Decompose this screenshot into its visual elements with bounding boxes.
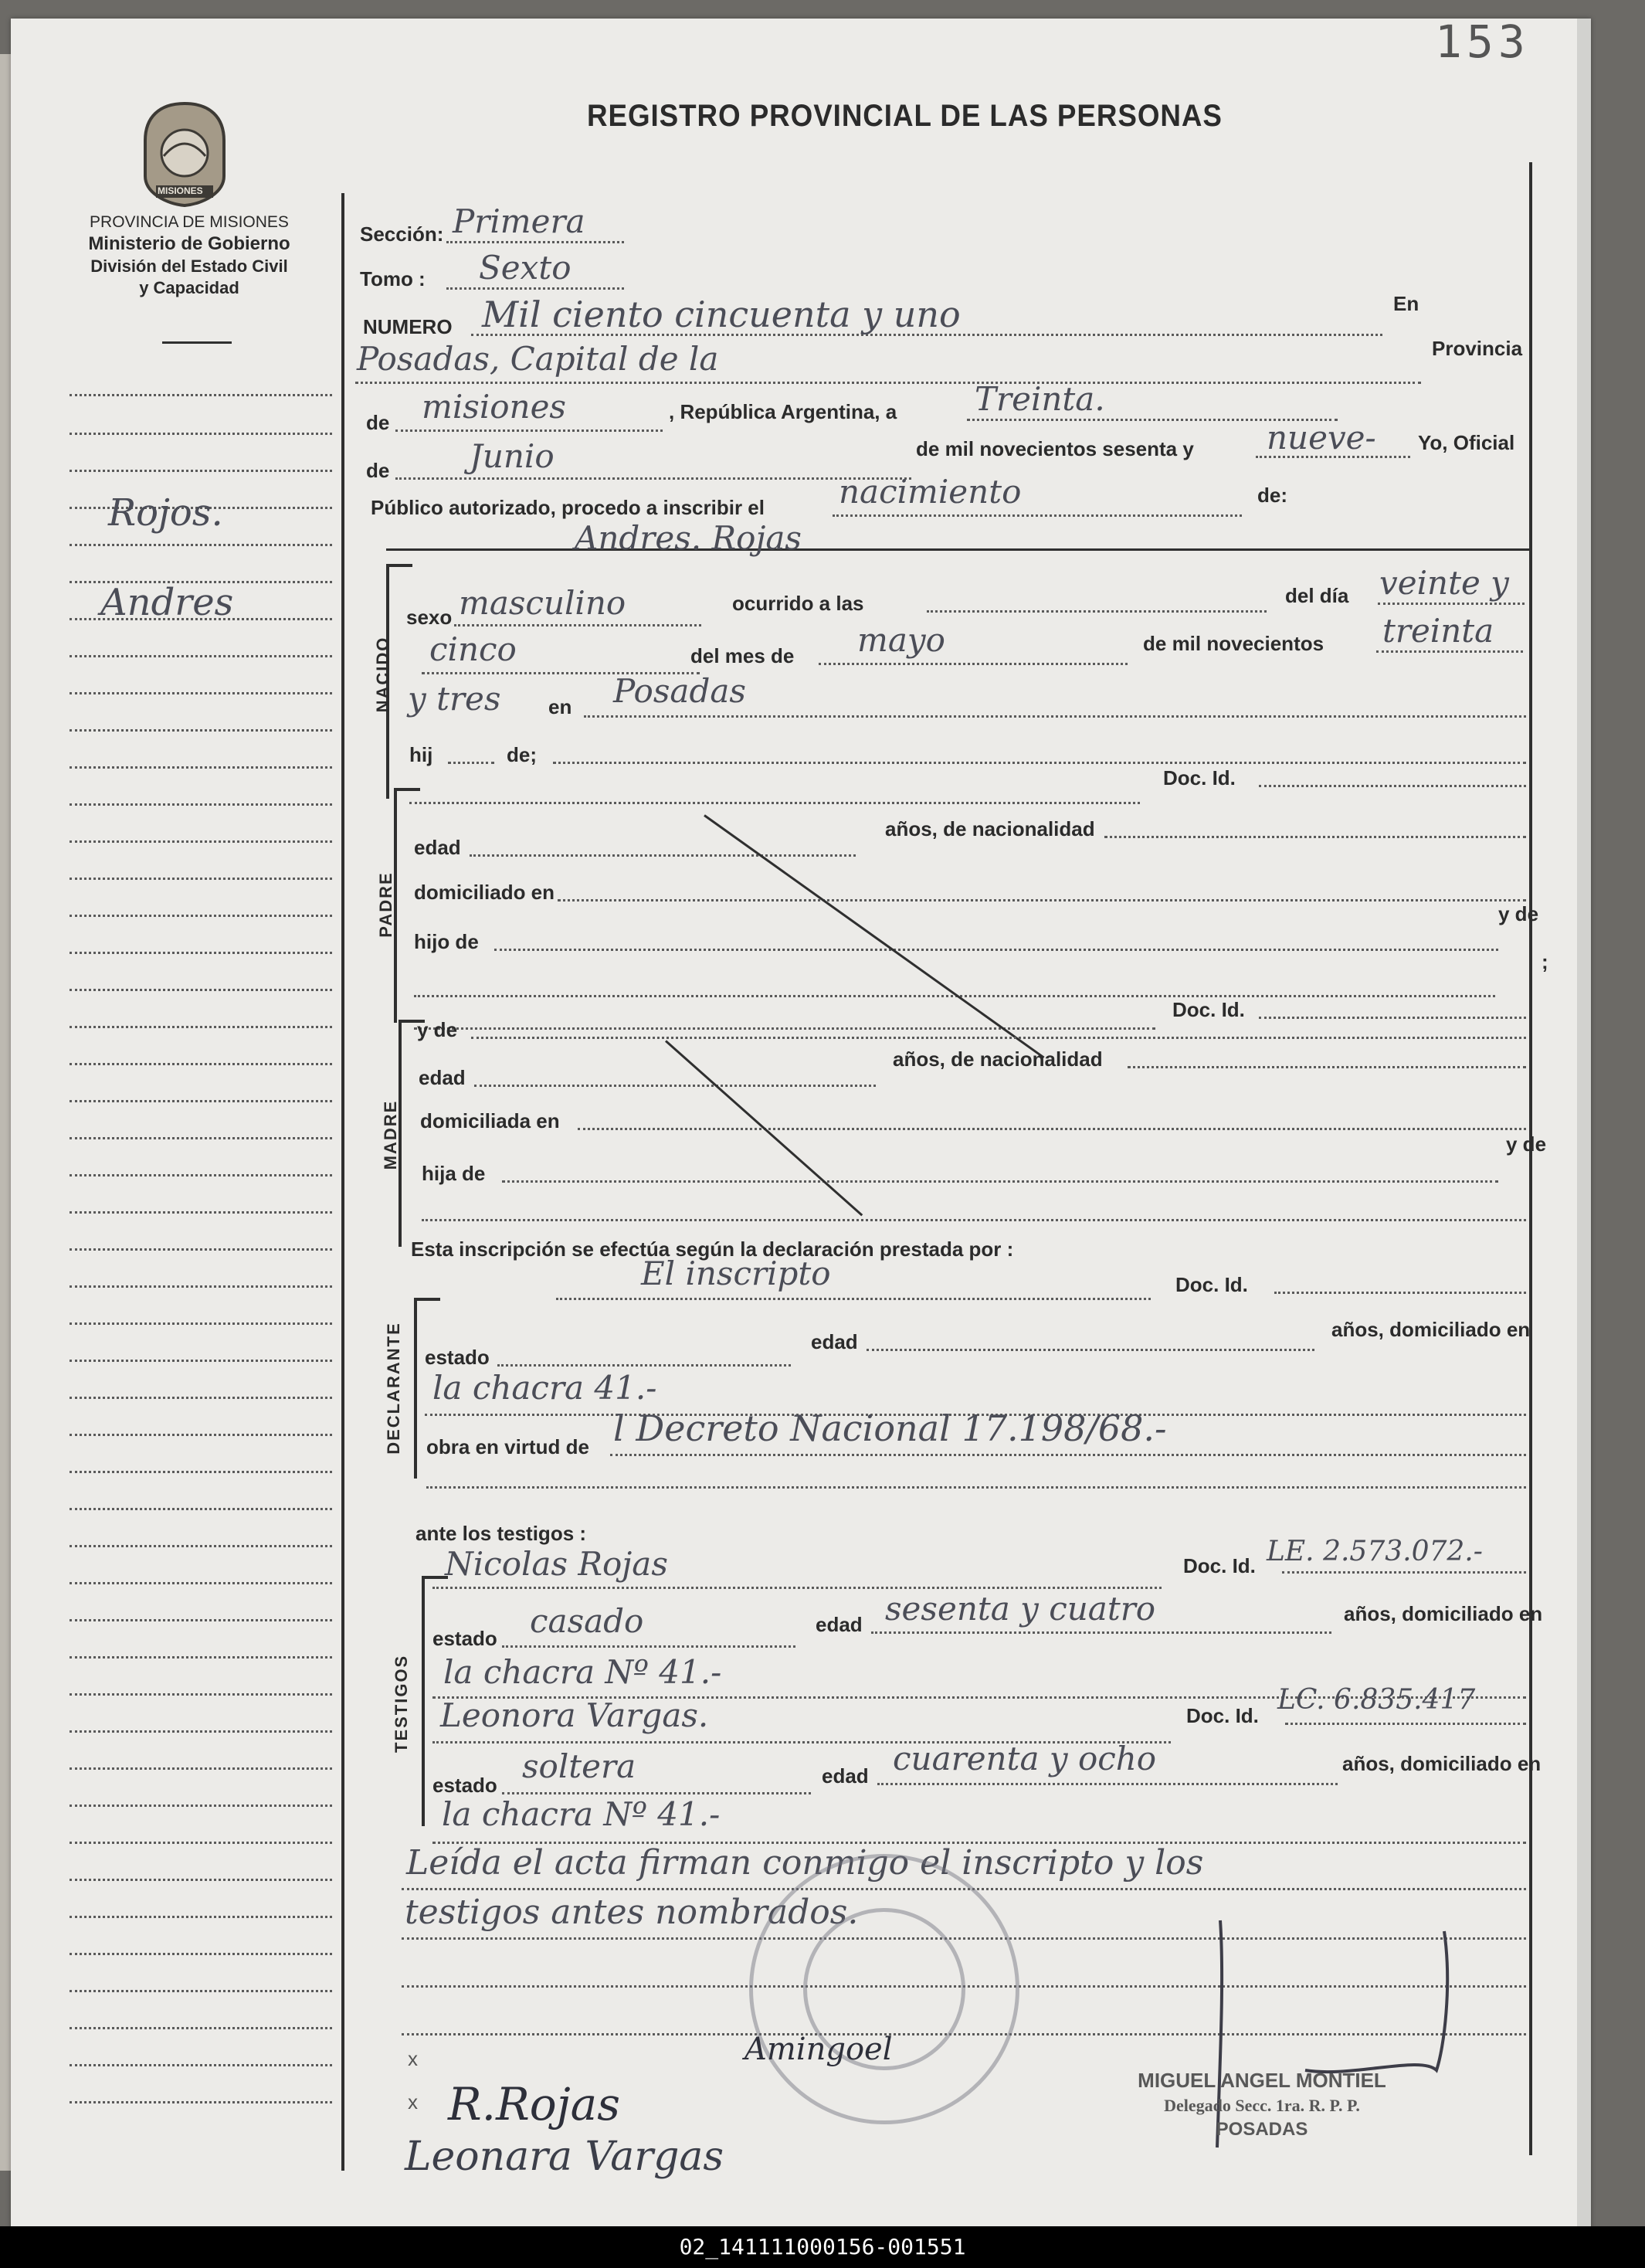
label-anos-nacionalidad-padre: años, de nacionalidad [885,817,1095,840]
entry-mes: Junio [470,437,555,475]
label-hij: hij [409,743,433,766]
side-label-testigos: TESTIGOS [392,1654,411,1753]
side-label-madre: MADRE [381,1099,400,1170]
entry-nombre: Andres. Rojas [575,519,802,557]
label-doc-id-declarante: Doc. Id. [1175,1273,1248,1296]
label-edad-testigo1: edad [816,1613,863,1636]
entry-testigo1-nombre: Nicolas Rojas [445,1545,668,1583]
label-del-mes: del mes de [690,644,795,667]
page-number: 153 [1435,15,1530,68]
label-numero: NUMERO [363,315,453,338]
officer-name: MIGUEL ANGEL MONTIEL [1138,2069,1386,2092]
entry-dia-nac-1: veinte y [1379,564,1509,602]
entry-cierre-1: Leída el acta firman conmigo el inscripto y los [406,1843,1204,1883]
entry-testigo1-estado: casado [530,1602,644,1640]
signature-mark-x2: x [408,2090,418,2114]
label-edad-madre: edad [419,1066,466,1089]
agency-line-3: División del Estado Civil [90,256,288,276]
label-provincia: Provincia [1432,337,1523,360]
column-divider [341,193,344,2171]
label-de-semicolon: de; [507,743,537,766]
entry-lugar-nac: Posadas [613,672,746,710]
label-edad-testigo2: edad [822,1764,869,1788]
label-obra: obra en virtud de [426,1435,589,1458]
signature-2: R.Rojas [448,2078,621,2130]
label-tomo: Tomo : [360,267,426,290]
label-hija-de: hija de [422,1162,486,1185]
label-del-dia: del día [1285,584,1349,607]
label-de-mil-novecientos: de mil novecientos [1143,632,1324,655]
label-de-mes: de [366,459,390,482]
label-edad-padre: edad [414,836,461,859]
entry-tomo: Sexto [479,249,572,287]
binding-edge [0,54,11,2171]
label-doc-id-nacido: Doc. Id. [1163,766,1236,789]
madre-bracket [399,1020,425,1247]
label-domiciliado-padre: domiciliado en [414,881,555,904]
label-anos-domiciliado-declarante: años, domiciliado en [1331,1318,1531,1341]
officer-city: POSADAS [1216,2119,1308,2140]
padre-bracket [394,788,420,1023]
label-yo-oficial: Yo, Oficial [1418,431,1515,454]
entry-lugar: Posadas, Capital de la [357,340,719,378]
entry-testigo2-edad: cuarenta y ocho [893,1740,1157,1777]
entry-anio-nac-2: y tres [408,680,501,718]
side-label-declarante: DECLARANTE [384,1322,403,1455]
document-title: REGISTRO PROVINCIAL DE LAS PERSONAS [587,99,1223,133]
signature-mark-x1: x [408,2047,418,2070]
entry-declarante: El inscripto [641,1255,831,1292]
entry-cierre-2: testigos antes nombrados. [405,1893,859,1932]
label-declaracion: Esta inscripción se efectúa según la declaración prestada por : [411,1238,1014,1261]
entry-sexo: masculino [459,584,626,622]
officer-title: Delegado Secc. 1ra. R. P. P. [1164,2096,1360,2115]
entry-testigo2-estado: soltera [522,1747,636,1785]
label-publico: Público autorizado, procedo a inscribir el [371,496,765,519]
label-semicolon-padre: ; [1542,950,1548,973]
label-anos-domiciliado-testigo2: años, domiciliado en [1342,1752,1542,1775]
entry-testigo1-edad: sesenta y cuatro [885,1590,1156,1628]
entry-seccion: Primera [453,202,585,240]
entry-obra-en-virtud: l Decreto Nacional 17.198/68.- [613,1407,1167,1449]
label-hijo-de: hijo de [414,930,479,953]
label-doc-id-padre: Doc. Id. [1172,998,1245,1021]
entry-testigo2-domicilio: la chacra Nº 41.- [442,1795,721,1833]
signature-3: Leonara Vargas [405,2134,724,2180]
label-ante-testigos: ante los testigos : [415,1522,587,1545]
label-edad-declarante: edad [811,1330,858,1353]
entry-mes-nac: mayo [857,621,945,659]
side-label-padre: PADRE [376,871,395,938]
agency-line-4: y Capacidad [139,278,239,297]
margin-note-given-name: Andres [100,581,234,624]
entry-domicilio-declarante: la chacra 41.- [432,1369,657,1407]
label-estado-declarante: estado [425,1346,490,1369]
label-anos-domiciliado-testigo1: años, domiciliado en [1344,1602,1543,1625]
entry-tipo: nacimiento [839,473,1022,511]
margin-note-surname: Rojos. [108,491,223,535]
entry-testigo1-domicilio: la chacra Nº 41.- [443,1653,722,1691]
label-y-de-padre: y de [1498,902,1539,925]
label-mil-novecientos-sesenta: de mil novecientos sesenta y [916,437,1194,460]
entry-anio: nueve- [1267,419,1376,457]
entry-testigo2-doc: LC. 6.835.417 [1277,1684,1476,1716]
signature-1: Amingoel [744,2032,893,2067]
label-en: En [1393,292,1419,315]
label-doc-id-testigo2: Doc. Id. [1186,1704,1259,1727]
label-republica: , República Argentina, a [669,400,897,423]
label-ocurrido: ocurrido a las [732,592,864,615]
label-seccion: Sección: [360,222,444,246]
label-anos-nacionalidad-madre: años, de nacionalidad [893,1047,1103,1071]
entry-testigo1-doc: LE. 2.573.072.- [1267,1536,1483,1567]
label-de-provincia: de [366,411,390,434]
entry-anio-nac-1: treinta [1382,612,1494,650]
label-y-de-madre: y de [417,1018,458,1041]
label-domiciliada-madre: domiciliada en [420,1109,560,1132]
side-label-nacido: NACIDO [373,636,392,713]
entry-numero: Mil ciento cincuenta y uno [482,294,961,335]
label-estado-testigo2: estado [432,1774,497,1797]
label-de-colon: de: [1257,484,1287,507]
agency-line-1: PROVINCIA DE MISIONES [90,213,289,231]
scan-id-footer: 02_141111000156-001551 [0,2226,1645,2268]
entry-dia: Treinta. [975,380,1105,418]
entry-testigo2-nombre: Leonora Vargas. [440,1696,709,1734]
label-estado-testigo1: estado [432,1627,497,1650]
right-border [1529,162,1532,2155]
label-en-lugar: en [548,695,572,718]
name-line [386,548,1529,551]
agency-underline [162,341,232,344]
entry-provincia: misiones [422,388,566,426]
agency-line-2: Ministerio de Gobierno [88,233,290,254]
label-y-de-madre-2: y de [1506,1132,1547,1156]
officer-stamp [1100,2069,1424,2141]
emblem-label: MISIONES [158,185,203,196]
label-doc-id-testigo1: Doc. Id. [1183,1554,1256,1577]
entry-dia-nac-2: cinco [429,630,517,668]
label-sexo: sexo [406,606,453,629]
agency-block [31,213,348,298]
